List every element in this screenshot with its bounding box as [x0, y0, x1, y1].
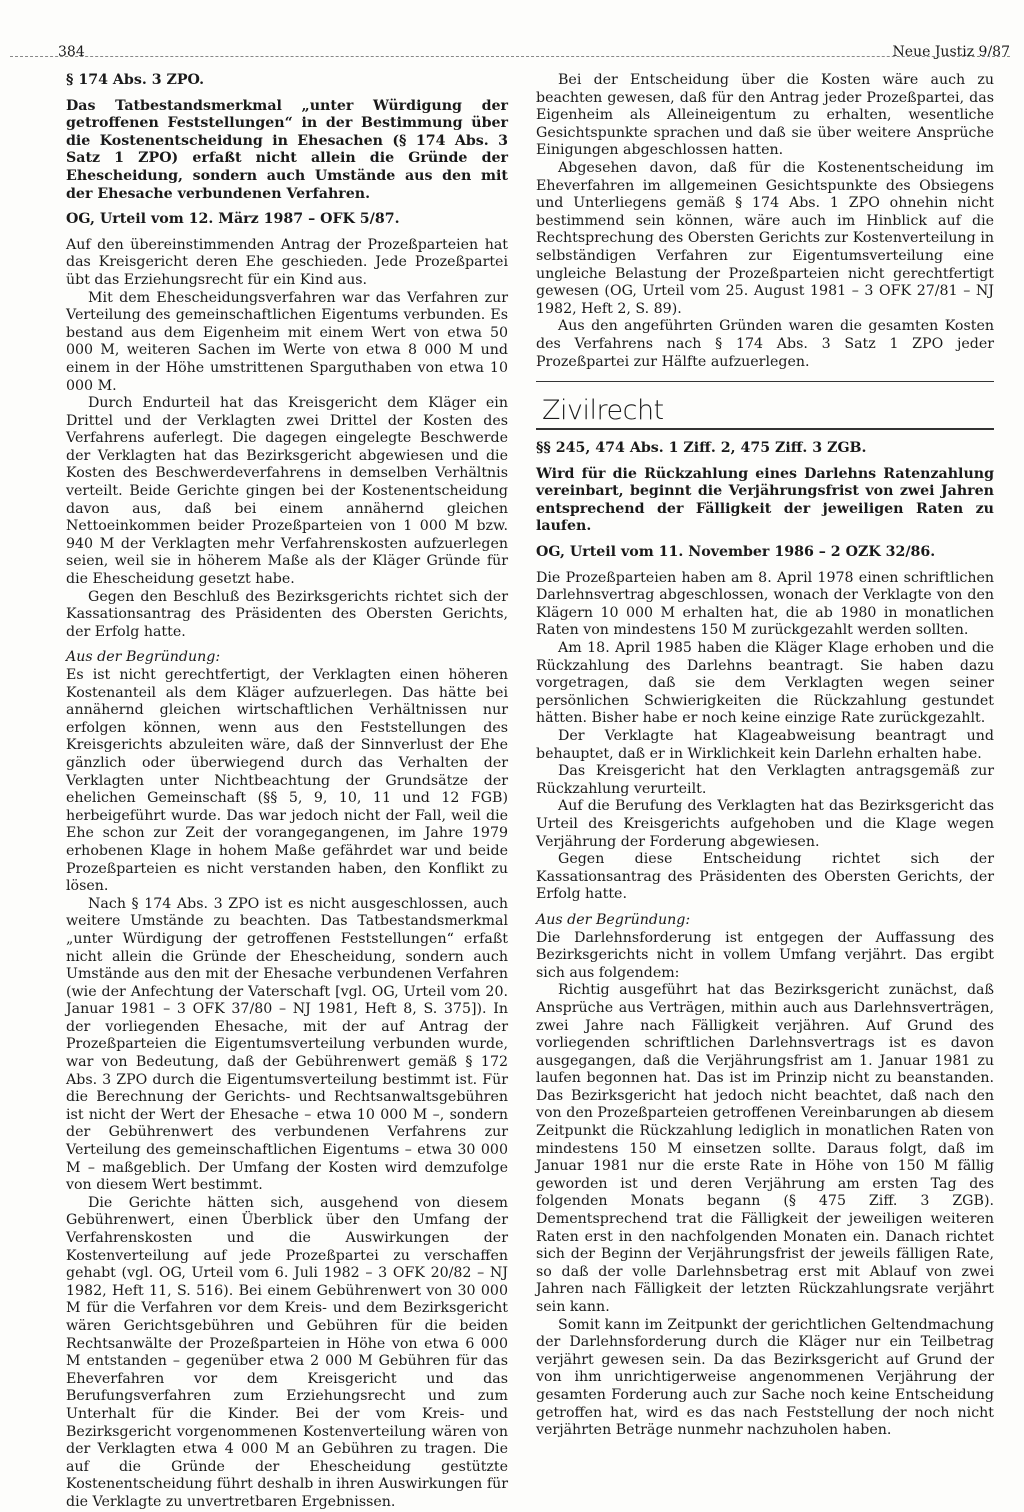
section-title: Zivilrecht — [536, 381, 994, 430]
header-rule — [10, 56, 1010, 57]
case2-reason: Somit kann im Zeitpunkt der gerichtlichen Geltendmachung der Darlehnsforderung durch die Kläger nur ein Teilbetrag verjährt gewesen sein. Da das Bezirksgericht auf Grund der von ihm unrichtigerweise angenommenen Verjährung der gesamten Forderung auch zur Sache noch keine Entscheidung getroffen hat, wird es das nach Feststellung der noch nicht verjährten Beträge nunmehr nachzuholen haben. — [536, 1316, 994, 1439]
case2-paragraph: Das Kreisgericht hat den Verklagten antragsgemäß zur Rückzahlung verurteilt. — [536, 763, 994, 797]
left-column — [66, 72, 508, 1512]
case1-paragraph: Mit dem Ehescheidungsverfahren war das Verfahren zur Verteilung des gemeinschaftlichen Eigentums verbunden. Es bestand aus dem Eigenheim mit einem Wert von etwa 50 000 M, weiteren Sachen im Werte von etwa 8 000 M und einem in der Höhe umstrittenen Sparguthaben von etwa 10 000 M. — [66, 289, 508, 394]
case2-reason: Richtig ausgeführt hat das Bezirksgericht zunächst, daß Ansprüche aus Verträgen, mithin auch aus Darlehnsverträgen, zwei Jahre nach Fälligkeit verjähren. Auf Grund des vorliegenden schriftlichen Darlehnsvertrags ist es davon ausgegangen, daß die Verjährungsfrist am 1. Januar 1981 zu laufen begonnen hat. Das ist im Prinzip nicht zu beanstanden. Das Bezirksgericht hat jedoch nicht beachtet, daß nach den von den Prozeßparteien getroffenen Vereinbarungen ab diesem Zeitpunkt die Rückzahlung lediglich in monatlichen Raten von mindestens 150 M einsetzen sollte. Daraus folgt, daß im Januar 1981 nur die erste Rate in Höhe von 150 M fällig geworden ist und deren Verjährung am ersten Tag des folgenden Monats begann (§ 475 Ziff. 3 ZGB). Dementsprechend trat die Fälligkeit der jeweiligen weiteren Raten erst in den nachfolgenden Monaten ein. Danach richtet sich der Beginn der Verjährungsfrist der jeweils fälligen Rate, so daß der volle Darlehnsbetrag erst mit Ablauf von zwei Jahren nach Fälligkeit der letzten Rückzahlungsrate verjährt sein kann. — [536, 982, 994, 1315]
right-column — [536, 72, 994, 1440]
case1-paragraph: Durch Endurteil hat das Kreisgericht dem Kläger ein Drittel und der Verklagten zwei Drittel der Kosten des Verfahrens auferlegt. Die dagegen eingelegte Beschwerde der Verklagten hat das Bezirksgericht abgewiesen und die Kosten des Beschwerdeverfahrens in demselben Verhältnis verteilt. Beide Gerichte gingen bei der Kostenentscheidung davon aus, daß bei einem annähernd gleichen Nettoeinkommen beider Prozeßparteien von 1 000 M bzw. 940 M der Verklagten mehr Verfahrenskosten aufzuerlegen seien, weil sie in höherem Maße als der Kläger Gründe für die Ehescheidung gesetzt habe. — [66, 395, 508, 588]
case2-paragraph: Der Verklagte hat Klageabweisung beantragt und behauptet, daß er in Wirklichkeit kein Darlehn erhalten habe. — [536, 728, 994, 762]
case2-paragraph: Gegen diese Entscheidung richtet sich der Kassationsantrag des Präsidenten des Obersten Gerichts, der Erfolg hatte. — [536, 851, 994, 903]
case1-reason: Bei der Entscheidung über die Kosten wäre auch zu beachten gewesen, daß für den Antrag jeder Prozeßpartei, das Eigenheim als Alleineigentum zu erhalten, wesentliche Gesichtspunkte sprachen und daß sie über weitere Ansprüche Einigungen abgeschlossen hatten. — [536, 72, 994, 159]
case2-reason: Die Darlehnsforderung ist entgegen der Auffassung des Bezirksgerichts nicht in vollem Umfang verjährt. Das ergibt sich aus folgendem: — [536, 929, 994, 981]
case2-norm: §§ 245, 474 Abs. 1 Ziff. 2, 475 Ziff. 3 ZGB. — [536, 440, 867, 457]
case1-reason: Die Gerichte hätten sich, ausgehend von diesem Gebührenwert, einen Überblick über den Umfang der Verfahrenskosten und die Auswirkungen der Kostenverteilung auf jede Prozeßpartei zu verschaffen gehabt (vgl. OG, Urteil vom 6. Juli 1982 – 3 OFK 20/82 – NJ 1982, Heft 11, S. 516). Bei einem Gebührenwert von 30 000 M für die Verfahren vor dem Kreis- und dem Bezirksgericht wären Gerichtsgebühren und Gebühren für die beiden Rechtsanwälte der Prozeßparteien in Höhe von etwa 6 000 M entstanden – gegenüber etwa 2 000 M Gebühren für das Eheverfahren vor dem Kreisgericht und das Berufungsverfahren zum Erziehungsrecht und zum Unterhalt für die Kinder. Bei der vom Kreis- und Bezirksgericht vorgenommenen Kostenverteilung wären von der Verklagten etwa 4 000 M an Gebühren zu tragen. Die auf die Gründe der Ehescheidung gestützte Kostenentscheidung führt deshalb in ihren Auswirkungen für die Verklagte zu unvertretbaren Ergebnissen. — [66, 1194, 508, 1510]
journal-issue: Neue Justiz 9/87 — [892, 44, 1010, 60]
case1-reason: Es ist nicht gerechtfertigt, der Verklagten einen höheren Kostenanteil als dem Kläger aufzuerlegen. Das hätte bei annähernd gleichen wirtschaftlichen Verhältnissen nur erfolgen können, wenn aus den Feststellungen des Kreisgerichts abzuleiten wäre, daß der Sinnverlust der Ehe gänzlich oder überwiegend durch das Verhalten der Verklagten unter Nichtbeachtung der Grundsätze der ehelichen Gemeinschaft (§§ 5, 9, 10, 11 und 12 FGB) herbeigeführt wurde. Das war jedoch nicht der Fall, weil die Ehe schon zur Zeit der vorangegangenen, im Jahre 1979 erhobenen Klage in hohem Maße gefährdet war und beide Prozeßparteien es nicht verstanden haben, den Konflikt zu lösen. — [66, 667, 508, 895]
case2-reason-heading: Aus der Begründung: — [536, 911, 691, 928]
case1-paragraph: Auf den übereinstimmenden Antrag der Prozeßparteien hat das Kreisgericht deren Ehe geschieden. Jede Prozeßpartei übt das Erziehungsrecht für ein Kind aus. — [66, 236, 508, 288]
case1-citation: OG, Urteil vom 12. März 1987 – OFK 5/87. — [66, 211, 400, 228]
case2-paragraph: Die Prozeßparteien haben am 8. April 1978 einen schriftlichen Darlehnsvertrag abgeschlossen, wonach der Verklagte von den Klägern 10 000 M erhalten hat, die ab 1980 in monatlichen Raten von mindestens 150 M zurückgezahlt werden sollten. — [536, 569, 994, 639]
case1-reason: Nach § 174 Abs. 3 ZPO ist es nicht ausgeschlossen, auch weitere Umstände zu beachten. Das Tatbestandsmerkmal „unter Würdigung der getroffenen Feststellungen“ erfaßt nicht allein die Gründe der Ehescheidung, sondern auch Umstände aus den mit der Ehesache verbundenen Verfahren (wie der Anfechtung der Vaterschaft [vgl. OG, Urteil vom 20. Januar 1981 – 3 OFK 37/80 – NJ 1981, Heft 8, S. 375]). In der vorliegenden Ehesache, mit der auf Antrag der Prozeßparteien die Eigentumsverteilung verbunden wurde, war von Bedeutung, daß der Gebührenwert gemäß § 172 Abs. 3 ZPO durch die Eigentumsverteilung bestimmt ist. Für die Berechnung der Gerichts- und Rechtsanwaltsgebühren ist nicht der Wert der Ehesache – etwa 10 000 M –, sondern der Gebührenwert des verbundenen Verfahrens zur Verteilung des gemeinschaftlichen Eigentums – etwa 30 000 M – maßgeblich. Der Umfang der Kosten wird demzufolge von diesem Wert bestimmt. — [66, 895, 508, 1194]
case1-norm: § 174 Abs. 3 ZPO. — [66, 72, 205, 88]
case2-citation: OG, Urteil vom 11. November 1986 – 2 OZK 32/86. — [536, 544, 936, 561]
page-number: 384 — [58, 44, 85, 60]
case1-reason-heading: Aus der Begründung: — [66, 649, 221, 666]
case1-reason: Abgesehen davon, daß für die Kostenentscheidung im Eheverfahren im allgemeinen Gesichtspunkte des Obsiegens und Unterliegens gemäß § 174 Abs. 1 ZPO ohnehin nicht bestimmend sein können, wäre auch im Hinblick auf die Rechtsprechung des Obersten Gerichts zur Kostenverteilung in selbständigen Verfahren zur Eigentumsverteilung eine ungleiche Belastung der Prozeßparteien nicht gerechtfertigt gewesen (OG, Urteil vom 25. August 1981 – 3 OFK 27/81 – NJ 1982, Heft 2, S. 89). — [536, 159, 994, 317]
case2-paragraph: Am 18. April 1985 haben die Kläger Klage erhoben und die Rückzahlung des Darlehns beantragt. Sie haben dazu vorgetragen, daß sie dem Verklagten wegen seiner persönlichen Schwierigkeiten die Rückzahlung gestundet hätten. Bisher habe er noch keine einzige Rate zurückgezahlt. — [536, 640, 994, 727]
case2-paragraph: Auf die Berufung des Verklagten hat das Bezirksgericht das Urteil des Kreisgerichts aufgehoben und die Klage wegen Verjährung der Forderung abgewiesen. — [536, 798, 994, 850]
case2-headnote: Wird für die Rückzahlung eines Darlehns Ratenzahlung vereinbart, beginnt die Verjährungsfrist von zwei Jahren entsprechend der Fälligkeit der jeweiligen Raten zu laufen. — [536, 465, 994, 535]
case1-reason: Aus den angeführten Gründen waren die gesamten Kosten des Verfahrens nach § 174 Abs. 3 Satz 1 ZPO jeder Prozeßpartei zur Hälfte aufzuerlegen. — [536, 318, 994, 370]
case1-paragraph: Gegen den Beschluß des Bezirksgerichts richtet sich der Kassationsantrag des Präsidenten des Obersten Gerichts, der Erfolg hatte. — [66, 588, 508, 640]
case1-headnote: Das Tatbestandsmerkmal „unter Würdigung der getroffenen Feststellungen“ in der Bestimmung über die Kostenentscheidung in Ehesachen (§ 174 Abs. 3 Satz 1 ZPO) erfaßt nicht allein die Gründe der Ehescheidung, sondern auch Umstände aus den mit der Ehesache verbundenen Verfahren. — [66, 97, 508, 202]
